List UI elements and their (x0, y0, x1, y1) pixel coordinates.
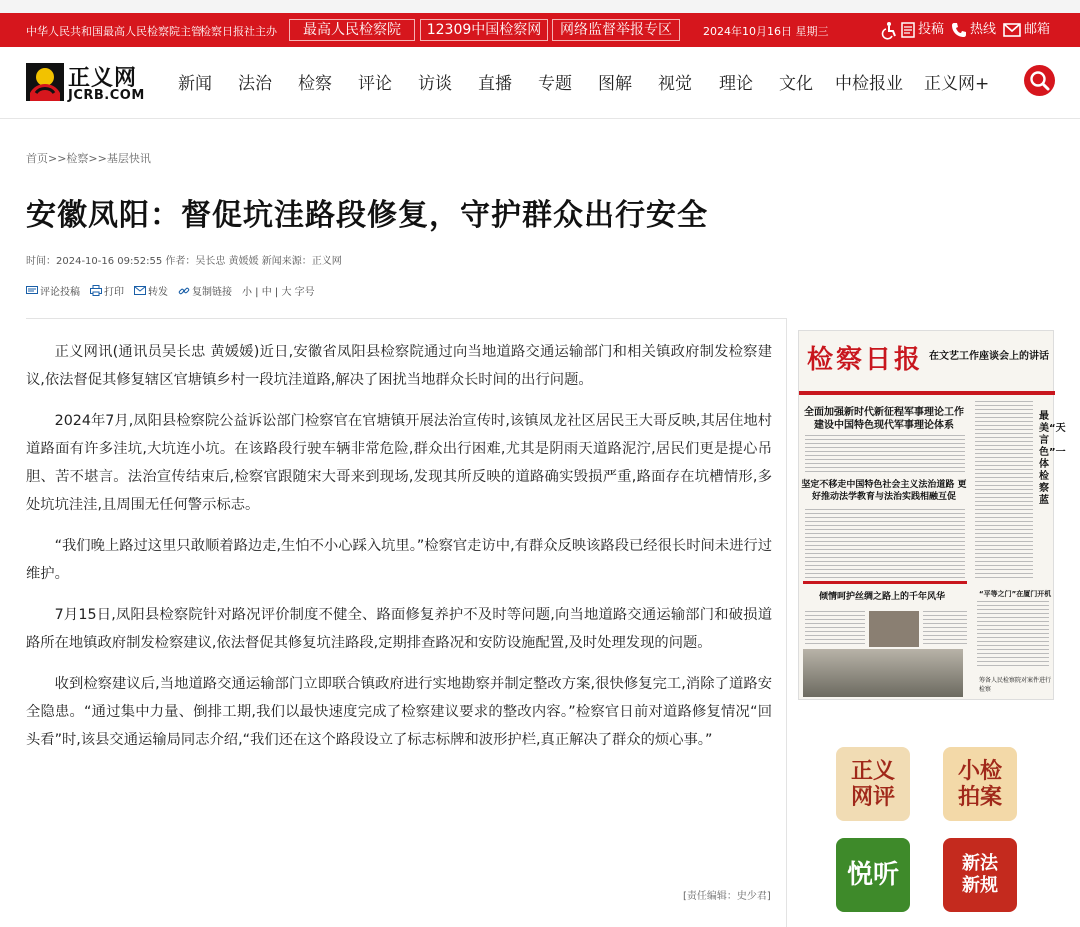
article-tools (26, 283, 325, 298)
hotline-label: 热线 (970, 22, 997, 37)
submit-link[interactable] (880, 20, 944, 40)
article-paragraph: 收到检察建议后,当地道路交通运输部门立即联合镇政府进行实地勘察并制定整改方案,很快修复完工,消除了道路安全隐患。“通过集中力量、倒排工期,我们以最快速度完成了检察建议要求的整改内容。”检察官日前对道路修复情况“回头看”时,该县交通运输局同志介绍,“我们还在这个路段设立了标志标牌和波形护栏,真正解决了群众的烦心事。” (26, 676, 772, 748)
nav-procuratorate[interactable]: 检察 (298, 74, 332, 94)
newspaper-headline-second: 坚定不移走中国特色社会主义法治道路 更好推动法学教育与法治实践相融互促 (801, 480, 967, 502)
tile-jcrb-commentary[interactable] (836, 747, 910, 821)
nav-interview[interactable]: 访谈 (418, 74, 452, 94)
article-body (26, 338, 772, 767)
accessibility-icon (880, 21, 898, 39)
link-spp[interactable]: 最高人民检察院 (289, 19, 415, 41)
newspaper-red-rule (799, 391, 1055, 395)
article-meta: 时间：2024-10-16 09:52:55 作者：吴长忠 黄媛媛 新闻来源：正义网 (26, 256, 342, 267)
newspaper-text-column (975, 401, 1033, 581)
print-button[interactable] (90, 283, 124, 298)
logo-text: 正义网 (68, 65, 138, 91)
nav-theory[interactable]: 理论 (719, 74, 753, 94)
print-icon (90, 285, 102, 296)
top-bar-publisher: 检察日报社主办 (200, 25, 277, 38)
nav-jcrb-plus[interactable]: 正义网+ (924, 74, 990, 94)
top-bar-supervisor: 中华人民共和国最高人民检察院主管 (26, 25, 202, 38)
newspaper-headline-small: “平等之门”在厦门开机 (979, 590, 1052, 598)
copy-link-button[interactable] (178, 283, 232, 298)
logo-mark-icon (26, 63, 64, 101)
newspaper-photo (803, 649, 963, 697)
link-icon (178, 285, 190, 297)
font-size-switch[interactable]: 小 | 中 | 大 字号 (242, 287, 315, 298)
tile-label: 小检拍案 (957, 758, 1002, 810)
nav-press-group[interactable]: 中检报业 (835, 74, 903, 94)
document-icon (901, 22, 915, 38)
forward-label: 转发 (148, 287, 168, 298)
hotline-link[interactable] (951, 20, 996, 40)
newspaper-headline-feature: 倾情呵护丝绸之路上的千年风华 (819, 592, 946, 602)
link-12309[interactable]: 12309中国检察网 (420, 19, 548, 41)
newspaper-text-column (805, 509, 965, 581)
search-icon (1024, 65, 1055, 96)
newspaper-front-page[interactable] (798, 330, 1066, 700)
top-bar-date: 2024年10月16日 星期三 (703, 25, 829, 38)
article-paragraph: 2024年7月,凤阳县检察院公益诉讼部门检察官在官塘镇开展法治宣传时,该镇凤龙社区居民王大哥反映,其居住地村道路面有许多洼坑,大坑连小坑。在该路段行驶车辆非常危险,群众出行困难,尤其是阴雨天道路泥泞,居民们更是提心吊胆、苦不堪言。法治宣传结束后,检察官跟随宋大哥来到现场,发现其所反映的道路确实毁损严重,路面存在坑槽情形,多处坑坑洼洼,且周围无任何警示标志。 (26, 413, 772, 513)
comment-submit-label: 评论投稿 (40, 287, 80, 298)
article-paragraph: 7月15日,凤阳县检察院针对路况评价制度不健全、路面修复养护不及时等问题,向当地道路交通运输部门和破损道路所在地镇政府制发检察建议,依法督促其修复坑洼路段,定期排查路况和安防设施配置,及时处理发现的问题。 (26, 607, 772, 651)
content-divider (26, 318, 786, 319)
responsible-editor: [责任编辑：史少君] (683, 891, 771, 902)
tile-label: 正义网评 (850, 758, 895, 810)
nav-culture[interactable]: 文化 (779, 74, 813, 94)
submit-label: 投稿 (918, 22, 945, 37)
site-logo[interactable] (26, 61, 150, 103)
sidebar-divider (786, 318, 787, 927)
tile-label: 悦听 (846, 860, 899, 890)
nav-law[interactable]: 法治 (238, 74, 272, 94)
breadcrumb[interactable]: 首页>>检察>>基层快讯 (26, 152, 151, 165)
link-report-zone[interactable]: 网络监督举报专区 (552, 19, 680, 41)
tile-audio[interactable] (836, 838, 910, 912)
mailbox-link[interactable] (1003, 20, 1050, 40)
site-header (0, 47, 1080, 119)
newspaper-masthead: 检察日报 (807, 345, 924, 375)
nav-special[interactable]: 专题 (538, 74, 572, 94)
tile-label: 新法新规 (962, 853, 998, 896)
newspaper-red-rule (803, 581, 967, 584)
newspaper-text-column (805, 435, 965, 475)
newspaper-headline-top: 在文艺工作座谈会上的讲话 (929, 351, 1049, 362)
mailbox-label: 邮箱 (1024, 22, 1051, 37)
article-paragraph: “我们晚上路过这里只敢顺着路边走,生怕不小心踩入坑里。”检察官走访中,有群众反映该路段已经很长时间未进行过维护。 (26, 538, 772, 582)
newspaper-text-column (923, 611, 967, 647)
article-title: 安徽凤阳：督促坑洼路段修复，守护群众出行安全 (26, 198, 708, 233)
print-label: 打印 (104, 287, 124, 298)
phone-icon (951, 22, 967, 38)
comment-icon (26, 286, 38, 296)
newspaper-text-column (977, 601, 1049, 667)
nav-news[interactable]: 新闻 (178, 74, 212, 94)
newspaper-headline-main: 全面加强新时代新征程军事理论工作 建设中国特色现代军事理论体系 (804, 407, 964, 431)
tile-new-regulations[interactable] (943, 838, 1017, 912)
search-button[interactable] (1024, 65, 1055, 96)
newspaper-headline-small: 筹备人民检察院对案件进行检察 (979, 677, 1052, 693)
tile-case-review[interactable] (943, 747, 1017, 821)
top-gray-strip (0, 0, 1080, 13)
top-bar (0, 13, 1080, 47)
nav-commentary[interactable]: 评论 (358, 74, 392, 94)
nav-live[interactable]: 直播 (478, 74, 512, 94)
nav-visual[interactable]: 视觉 (658, 74, 692, 94)
newspaper-photo (869, 611, 919, 647)
article-paragraph: 正义网讯(通讯员吴长忠 黄媛媛)近日,安徽省凤阳县检察院通过向当地道路交通运输部门和相关镇政府制发检察建议,依法督促其修复辖区官塘镇乡村一段坑洼道路,解决了困扰当地群众长时间的出行问题。 (26, 344, 772, 388)
newspaper-text-column (805, 611, 865, 647)
mail-forward-icon (134, 286, 146, 295)
copy-link-label: 复制链接 (192, 287, 232, 298)
forward-button[interactable] (134, 283, 168, 298)
mail-icon (1003, 23, 1021, 37)
comment-submit-button[interactable] (26, 283, 80, 298)
newspaper-headline-side: 最美“天言色”一体检察蓝 (1039, 411, 1066, 506)
nav-infographic[interactable]: 图解 (598, 74, 632, 94)
logo-domain: JCRB.COM (68, 88, 145, 103)
